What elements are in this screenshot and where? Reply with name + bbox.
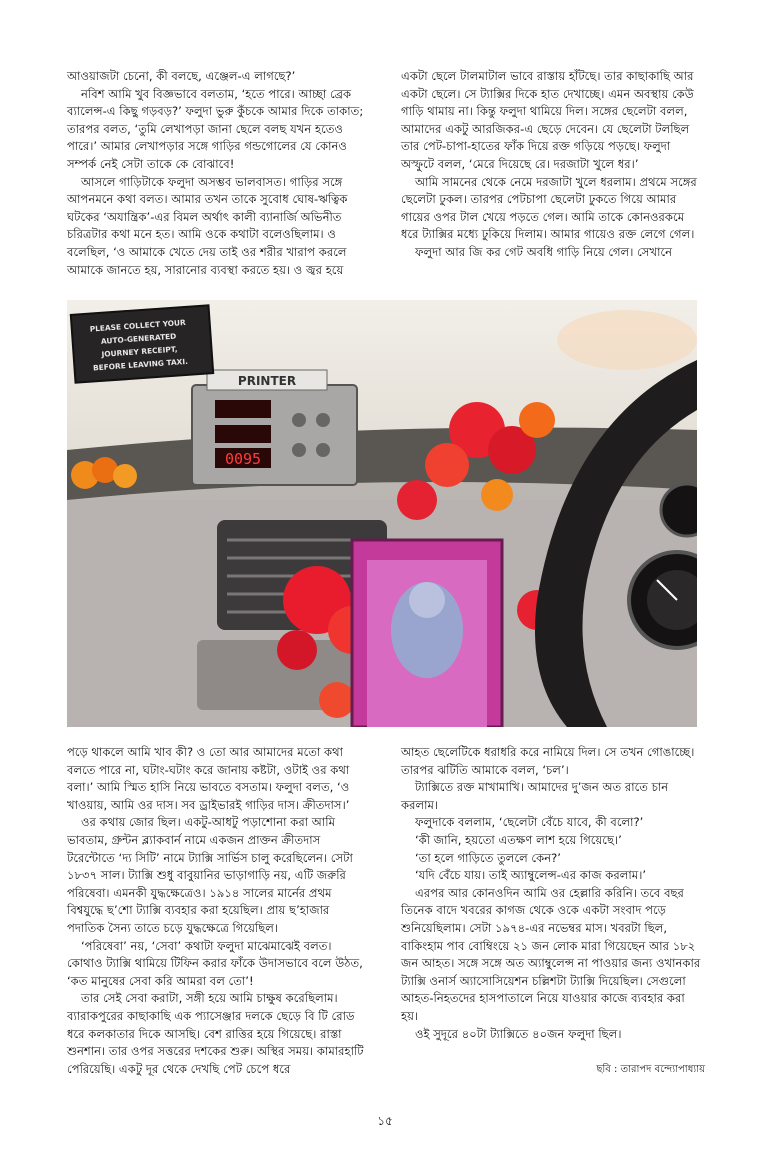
article-column-top-right	[401, 68, 701, 262]
bottom-right-paragraph: ওই সুদূরে ৪০টা ট্যাক্সিতে ৪০জন ফলুদা ছিল।	[415, 1026, 622, 1041]
photo-credit: ছবি : তারাপদ বন্দ্যোপাধ্যায়	[596, 1064, 705, 1075]
article-column-top-left	[67, 68, 367, 279]
sign-line-1: PLEASE COLLECT YOUR	[89, 317, 186, 334]
bottom-left-paragraph: ‘পরিষেবা’ নয়, ‘সেবা’ কথাটা ফলুদা মাঝেমাঝেই বলত। কোথাও ট্যাক্সি থামিয়ে টিফিন করার ফাঁকে উদাসভাবে বলে উঠত, ‘কত মানুষের সেবা করি আমরা বল তো’!	[67, 938, 363, 988]
bottom-right-paragraph: ‘কী জানি, হয়তো এতক্ষণ লাশ হয়ে গিয়েছে।’	[415, 832, 622, 847]
bottom-left-paragraph: ওর কথায় জোর ছিল। একটু-আধটু পড়াশোনা করা আমি ভাবতাম, গ্রুন্টন ব্ল্যাকবার্ন নামে একজন প্রাক্তন ক্রীতদাস টরেন্টোতে ‘দ্য সিটি’ নামে ট্যাক্সি সার্ভিস চালু করেছিলেন। সেটা ১৮৩৭ সাল। ট্যাক্সি শুধু বাবুয়ানির ভাড়াগাড়ি নয়, এটি জরুরি পরিষেবা। এমনকী যুদ্ধক্ষেত্রেও। ১৯১৪ সালের মার্নের প্রথম বিশ্বযুদ্ধে ছ’শো ট্যাক্সি ব্যবহার করা হয়েছিল। প্রায় ছ’হাজার পদাতিক সৈন্য তাতে চড়ে যুদ্ধক্ষেত্রে গিয়েছিল।	[67, 815, 353, 935]
sign-line-3: JOURNEY RECEIPT,	[101, 344, 178, 359]
page-number: ১৫	[377, 1114, 393, 1128]
bottom-right-paragraph: ফলুদাকে বললাম, ‘ছেলেটা বেঁচে যাবে, কী বলো?’	[415, 815, 644, 830]
bottom-right-paragraph: আহত ছেলেটিকে ধরাধরি করে নামিয়ে দিল। সে তখন গোঙাচ্ছে। তারপর ঝটিতি আমাকে বলল, ‘চল’।	[401, 745, 695, 777]
top-left-paragraph: আওয়াজটা চেনো, কী বলছে, এঞ্জেল-এ লাগছে?’	[67, 69, 296, 83]
deity-picture-frame	[352, 540, 502, 727]
sign-line-4: BEFORE LEAVING TAXI.	[92, 356, 189, 373]
top-right-paragraph: একটা ছেলে টালমাটাল ভাবে রাস্তায় হাঁটছে। তার কাছাকাছি আর একটা ছেলে। সে ট্যাক্সির দিকে হাত দেখাচ্ছে। এমন অবস্থায় কেউ গাড়ি থামায় না। কিন্তু ফলুদা থামিয়ে দিল। সঙ্গের ছেলেটা বলল, আমাদের একটু আরজিকর-এ ছেড়ে দেবেন। যে ছেলেটা টলছিল তার পেট-চাপা-হাতের ফাঁক দিয়ে রক্ত গড়িয়ে পড়ছে। ফলুদা অস্ফুটে বলল, ‘মেরে দিয়েছে রে। দরজাটা খুলে ধর।’	[401, 69, 694, 171]
bottom-left-paragraph: পড়ে থাকলে আমি খাব কী? ও তো আর আমাদের মতো কথা বলতে পারে না, ঘটাং-ঘটাং করে জানায় কষ্টটা, ওটাই ওর কথা বলা।’ আমি স্মিত হাসি নিয়ে ভাবতে বসতাম। ফলুদা বলত, ‘ও খাওয়ায়, আমি ওর দাস। সব ড্রাইভারই গাড়ির দাস। ক্রীতদাস।’	[67, 745, 350, 812]
bottom-right-paragraph: ‘যদি বেঁচে যায়। তাই অ্যাম্বুলেন্স-এর কাজ করলাম।’	[415, 868, 647, 883]
taxi-meter	[192, 370, 357, 485]
receipt-sign	[71, 305, 213, 382]
bottom-right-paragraph: ট্যাক্সিতে রক্ত মাখামাখি। আমাদের দু’জন অত রাতে চান করলাম।	[401, 780, 669, 812]
top-right-paragraph: আমি সামনের থেকে নেমে দরজাটা খুলে ধরলাম। প্রথমে সঙ্গের ছেলেটা ঢুকল। তারপর পেটচাপা ছেলেটা ঢুকতে গিয়ে আমার গায়ের ওপর টাল খেয়ে পড়তে গেল। আমি তাকে কোনওরকমে ধরে ট্যাক্সির মধ্যে ঢুকিয়ে দিলাম। আমার গায়েও রক্ত লেগে গেল।	[401, 174, 697, 242]
bottom-right-paragraph: এরপর আর কোনওদিন আমি ওর হেল্লারি করিনি। তবে বছর তিনেক বাদে খবরের কাগজ থেকে ওকে একটা সংবাদ পড়ে শুনিয়েছিলাম। সেটা ১৯৭৪-এর নভেম্বর মাস। খবরটা ছিল, বাকিংহাম পাব বোম্বিংয়ে ২১ জন লোক মারা গিয়েছেন আর ১৮২ জন আহত। সঙ্গে সঙ্গে অত অ্যাম্বুলেন্স না পাওয়ার জন্য ওখানকার ট্যাক্সি ওনার্স অ্যাসোসিয়েশন চল্লিশটা ট্যাক্সি দিয়েছিল। সেগুলো আহত-নিহতদের হাসপাতালে নিয়ে যাওয়ার কাজে ব্যবহার করা হয়।	[401, 885, 701, 1023]
bottom-left-paragraph: তার সেই সেবা করাটা, সঙ্গী হয়ে আমি চাক্ষুষ করেছিলাম। ব্যারাকপুরের কাছাকাছি এক প্যাসেঞ্জার দলকে ছেড়ে বি টি রোড ধরে কলকাতার দিকে আসছি। বেশ রাত্তির হয়ে গিয়েছে। রাস্তা শুনশান। তার ওপর সত্তরের দশকের শুরু। অস্থির সময়। কামারহাটি পেরিয়েছি। একটু দূর থেকে দেখছি পেট চেপে ধরে	[67, 991, 364, 1076]
printer-label: PRINTER	[237, 374, 297, 388]
article-column-bottom-left	[67, 744, 367, 1078]
meter-readout: 0095	[224, 450, 262, 468]
top-left-paragraph: আসলে গাড়িটাকে ফলুদা অসম্ভব ভালবাসত। গাড়ির সঙ্গে আপনমনে কথা বলত। আমার তখন তাকে সুবোধ ঘোষ-ঋত্বিক ঘটকের ‘অযান্ত্রিক’-এর বিমল অর্থাৎ কালী ব্যানার্জি অভিনীত চরিত্রটার কথা মনে হত। আমি ওকে কথাটা বলেওছিলাম। ও বলেছিল, ‘ও আমাকে খেতে দেয় তাই ওর শরীর খারাপ করলে আমাকে জানতে হয়, সারানোর ব্যবস্থা করতে হয়। ও জ্বর হয়ে	[67, 174, 348, 277]
top-right-paragraph: ফলুদা আর জি কর গেট অবধি গাড়ি নিয়ে গেল। সেখানে	[415, 244, 673, 259]
taxi-dashboard-photo	[67, 300, 697, 727]
top-left-paragraph: নবিশ আমি খুব বিজ্ঞভাবে বলতাম, ‘হতে পারে। আচ্ছা ব্রেক ব্যালেন্স-এ কিছু গড়বড়?’ ফলুদা ভুরু কুঁচকে আমার দিকে তাকাত; তারপর বলত, ‘তুমি লেখাপড়া জানা ছেলে বলছ যখন হতেও পারে।’ আমার লেখাপড়ার সঙ্গে গাড়ির গন্ডগোলের যে কোনও সম্পর্ক নেই সেটা তাকে কে বোঝাবে!	[67, 86, 364, 171]
sign-line-2: AUTO-GENERATED	[100, 331, 177, 346]
article-column-bottom-right	[401, 744, 701, 1043]
bottom-right-paragraph: ‘তা হলে গাড়িতে তুললে কেন?’	[415, 850, 561, 865]
